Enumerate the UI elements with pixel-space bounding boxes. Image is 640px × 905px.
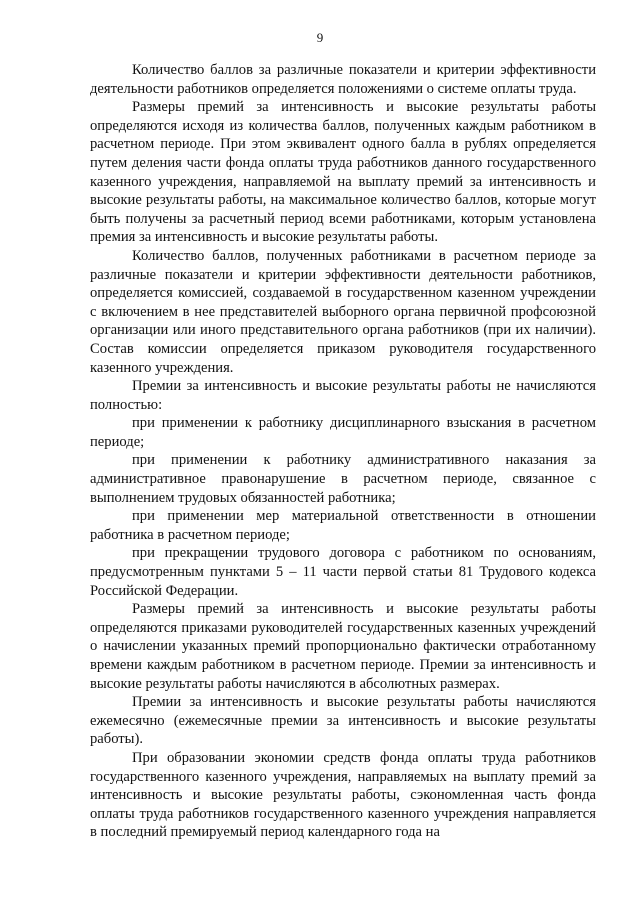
paragraph: Премии за интенсивность и высокие результаты работы начисляются ежемесячно (ежемесячные премии за интенсивность и высокие результаты работы). — [90, 694, 596, 748]
paragraph: Размеры премий за интенсивность и высокие результаты работы определяются исходя из количества баллов, полученных каждым работником в расчетном периоде. При этом эквивалент одного балла в рублях определяется путем деления части фонда оплаты труда работников данного государственного казенного учреждения, направляемой на выплату премий за интенсивность и высокие результаты работы, на максимальное количество баллов, которые могут быть получены за расчетный период всеми работниками, которым установлена премия за интенсивность и высокие результаты работы. — [90, 99, 596, 246]
document-body — [90, 61, 596, 842]
paragraph: Размеры премий за интенсивность и высокие результаты работы определяются приказами руководителей государственных казенных учреждений о начислении указанных премий пропорционально фактически отработанному времени каждым работником в расчетном периоде. Премии за интенсивность и высокие результаты работы начисляются в абсолютных размерах. — [90, 601, 596, 692]
paragraph: Премии за интенсивность и высокие результаты работы не начисляются полностью: — [90, 378, 596, 413]
page-number: 9 — [316, 30, 324, 45]
list-item: при применении мер материальной ответственности в отношении работника в расчетном периоде; — [90, 508, 596, 543]
list-item: при применении к работнику административного наказания за административное правонарушение в расчетном периоде, связанное с выполнением трудовых обязанностей работника; — [90, 452, 596, 506]
paragraph: Количество баллов за различные показатели и критерии эффективности деятельности работников определяется положениями о системе оплаты труда. — [90, 62, 596, 97]
paragraph: Количество баллов, полученных работниками в расчетном периоде за различные показатели и критерии эффективности деятельности работников, определяется комиссией, создаваемой в государственном казенном учреждении с включением в нее представителей выборного органа первичной профсоюзной организации или иного представительного органа работников (при их наличии). Состав комиссии определяется приказом руководителя государственного казенного учреждения. — [90, 247, 596, 376]
paragraph: При образовании экономии средств фонда оплаты труда работников государственного казенного учреждения, направляемых на выплату премий за интенсивность и высокие результаты работы, сэкономленная часть фонда оплаты труда работников государственного казенного учреждения направляется в последний премируемый период календарного года на — [90, 749, 596, 841]
list-item: при применении к работнику дисциплинарного взыскания в расчетном периоде; — [90, 415, 596, 450]
list-item: при прекращении трудового договора с работником по основаниям, предусмотренным пунктами 5 – 11 части первой статьи 81 Трудового кодекса Российской Федерации. — [90, 545, 596, 599]
